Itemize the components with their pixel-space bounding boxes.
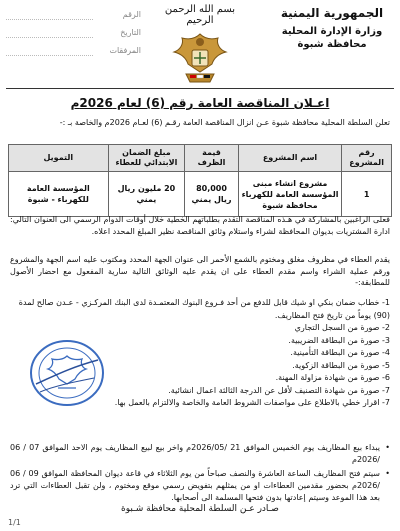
list-item: • سيتم فتح المظاريف الساعة العاشرة والنصف صباحاً من يوم الثلاثاء في قاعة ديوان المحافظة الموافق 09 / 06 /2026م بحضور مقدمين العطاءات او من يمثلهم بتفويض رسمي موقع ومختوم ، ولن تقبل العطاءات التي ترد بعد هذا الموعد وسيتم إعادتها بدون فتحها المسلمة الى أصحابها. <box>10 468 390 504</box>
ref-row-attachments: المرفقات <box>6 46 141 56</box>
cell-project-name: مشروع انشاء مبنى المؤسسة العامة للكهرباء محافظة شبوة <box>238 172 341 217</box>
cell-project-number: 1 <box>342 172 392 217</box>
table-row <box>9 172 392 217</box>
list-item: • يبداء بيع المظاريف يوم الخميس الموافق 21 /2026/05م واخر بيع لبيع المظاريف يوم الاحد الموافق 07 / 06 /2026م <box>10 442 390 466</box>
cell-envelope-value: 80,000 ريال يمني <box>185 172 239 217</box>
list-item: 7- اقرار خطي بالاطلاع على مواصفات الشروط العامة والخاصة والالتزام بالعمل بها. <box>114 398 390 407</box>
list-item: 3- صورة من البطاقة الضريبية. <box>288 335 390 345</box>
col-guarantee: مبلغ الضمان الابتدائي للعطاء <box>108 145 185 172</box>
list-item: 2- صورة من السجل التجاري <box>294 323 390 332</box>
country-name: الجمهورية اليمنية <box>280 6 384 20</box>
letterhead-right <box>272 6 392 50</box>
tender-table <box>8 144 392 217</box>
intro-paragraph: تعلن السلطة المحلية محافظة شبوة عـن انزال المناقصة العامة رقـم (6) لعـام 2026م والخاصة بـ :- <box>59 118 390 127</box>
col-project-number: رقم المشروع <box>342 145 392 172</box>
cell-guarantee: 20 مليون ريال يمني <box>108 172 185 217</box>
reference-fields <box>6 10 141 64</box>
list-item: 4- صورة من البطاقة التأمينية. <box>290 348 390 357</box>
list-item: 7- صورة من شهادة التصنيف لأقل عن الدرجة الثالثة اعمال انشائية. <box>168 385 390 395</box>
participation-paragraph: فعلى الراغبين بالمشاركة في هـذه المناقصة التقدم بطلباتهم الخطية خلال أوقات الدوام الرسمي الى العنوان التالي: ادارة المشتريات بديوان المحافظة لشراء واستلام وثائق المناقصة نظير المبلغ المحدد اعلاه. <box>10 215 390 236</box>
schedule-notes <box>10 442 390 506</box>
governorate-name: محافظة شبوة <box>297 39 367 50</box>
cell-funding: المؤسسة العامة للكهرباء - شبوة <box>9 172 109 217</box>
col-envelope-value: قيمة الظرف <box>185 145 239 172</box>
list-item: 6- صورة من شهادة مزاولة المهنة. <box>275 373 390 382</box>
issuer-footer: صـادر عـن السلطة المحلية محافظة شـبوة <box>121 504 279 514</box>
ref-row-date: التاريخ <box>6 28 141 38</box>
announcement-title: اعـلان المناقصة العامة رقم (6) لعام 2026م <box>70 96 330 110</box>
col-project-name: اسم المشروع <box>238 145 341 172</box>
ref-row-number: الرقم <box>6 10 141 20</box>
letterhead-center <box>150 4 250 90</box>
col-funding: التمويل <box>9 145 109 172</box>
page-number: 1/1 <box>8 518 21 527</box>
eagle-emblem-icon <box>170 28 230 86</box>
list-item: 1- خطاب ضمان بنكي او شيك قابل للدفع من أحد فـروع البنوك المعتمـدة لدى البنك المركـزي - عـدن صالح لمدة (90) يوماً من تاريخ فتح المظاريف. <box>18 298 390 320</box>
bismillah: بسم الله الرحمن الرحيم <box>164 4 236 26</box>
header-divider <box>6 88 394 89</box>
list-item: 5- صورة من البطاقة الزكوية. <box>292 360 390 370</box>
ministry-name: وزارة الإدارة المحلية <box>281 26 383 37</box>
official-stamp-icon <box>28 338 106 408</box>
table-header-row <box>9 145 392 172</box>
submission-paragraph: يقدم العطاء في مظروف مغلق ومختوم بالشمع الأحمر الى عنوان الجهة المحدد ومكتوب عليه اسم الجهة والمشروع ورقم عملية الشراء واسم مقدم العطاء على ان يقدم عليه الوثائق التالية سارية المفعول مع احضار الأصول للمطابقة:- <box>10 255 390 287</box>
